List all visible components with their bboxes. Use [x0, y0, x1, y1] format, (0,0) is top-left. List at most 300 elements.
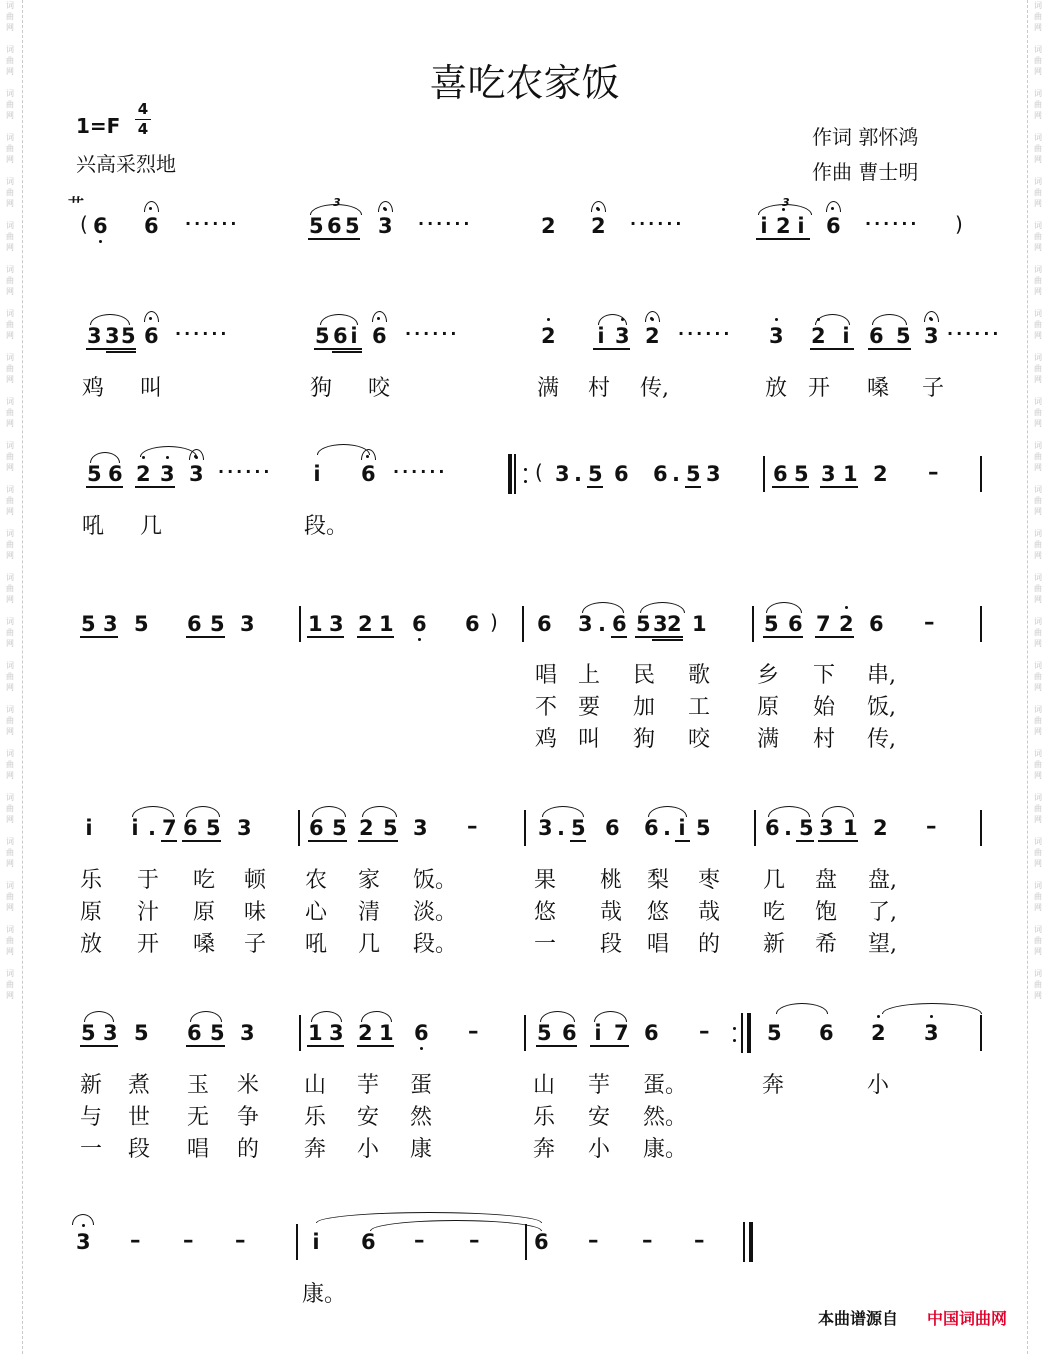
note: i [678, 816, 686, 840]
note: 3 [189, 462, 204, 486]
lyric-char: 小 [357, 1137, 380, 1162]
octave-dot-low [420, 1047, 423, 1050]
extend-dash: – [926, 814, 937, 838]
lyric-char: 嗓 [193, 932, 216, 957]
octave-dot-high [845, 606, 848, 609]
lyric-char: 芋 [588, 1073, 611, 1098]
note: 5 [315, 324, 330, 348]
note: 6 [537, 612, 552, 636]
note: 6 [414, 1021, 429, 1045]
lyric-char: 奔 [533, 1137, 556, 1162]
note: 3 [237, 816, 252, 840]
left-watermark: 词 曲 网 词 曲 网 词 曲 网 词 曲 网 词 曲 网 词 曲 网 词 曲 网 词 曲 网 词 曲 网 词 曲 网 词 曲 网 词 曲 网 词 曲 网 词 曲 网 词 曲 网 词 曲 网 词 曲 网 词 曲 网 词 曲 网 词 曲 网 词 曲 网 词 曲 网 词 曲 网 [6, 1, 14, 1000]
lyric-char: 几 [763, 868, 786, 893]
hold-dots: ······ [175, 324, 230, 343]
note: . [148, 816, 156, 840]
lyric-char: 吼 [305, 932, 328, 957]
lyric-char: 歌 [688, 663, 711, 688]
lyric-char: 段 [128, 1137, 151, 1162]
note: . [663, 816, 671, 840]
lyric-char: 小 [867, 1073, 890, 1098]
note: i [797, 214, 805, 238]
note: i [313, 462, 321, 486]
note: 6 [144, 324, 159, 348]
note: 5 [686, 462, 701, 486]
lyric-char: 原 [80, 900, 103, 925]
song-title: 喜吃农家饭 [429, 61, 620, 105]
slur [132, 806, 174, 817]
composer-credit: 作曲 曹士明 [812, 160, 919, 184]
barline [522, 606, 524, 642]
underline-beam [135, 486, 175, 488]
note: i [594, 1021, 602, 1045]
parenthesis: ) [490, 610, 498, 634]
underline-beam [818, 840, 858, 842]
octave-dot-high [524, 480, 527, 483]
hold-dots: ······ [418, 214, 473, 233]
lyric-char: 枣 [698, 868, 721, 893]
lyric-char: 鸡 [535, 727, 558, 752]
note: 5 [332, 816, 347, 840]
underline-beam [611, 636, 627, 638]
barline [980, 810, 982, 846]
lyric-char: 开 [137, 932, 160, 957]
lyric-char: 顿 [244, 868, 267, 893]
lyric-char: 奔 [304, 1137, 327, 1162]
note: 2 [873, 462, 888, 486]
lyric-char: 子 [244, 932, 267, 957]
note: 3 [555, 462, 570, 486]
note: . [598, 612, 606, 636]
lyric-char: 原 [757, 695, 780, 720]
lyric-char: 乐 [533, 1105, 556, 1130]
octave-dot-high [524, 468, 527, 471]
note: 6 [144, 214, 159, 238]
meter-top: 4 [137, 100, 149, 118]
lyric-char: 希 [815, 932, 838, 957]
underline-beam [772, 486, 809, 488]
underline-beam [86, 348, 136, 350]
hold-dots: ······ [865, 214, 920, 233]
note: 5 [121, 324, 136, 348]
note: 3 [615, 324, 630, 348]
note: 6 [869, 324, 884, 348]
repeat-barline [741, 1013, 755, 1053]
lyric-char: 米 [237, 1073, 260, 1098]
hold-dots: ······ [405, 324, 460, 343]
slur [542, 806, 584, 817]
lyric-char: 蛋 [410, 1073, 433, 1098]
lyric-char: 淡。 [413, 900, 458, 925]
slur [362, 806, 397, 817]
underline-beam [820, 486, 858, 488]
note: 6 [361, 462, 376, 486]
octave-dot-low [418, 638, 421, 641]
lyric-char: 始 [813, 695, 836, 720]
underline-beam [590, 1045, 629, 1047]
lyric-char: 村 [813, 727, 836, 752]
lyric-char: 乐 [304, 1105, 327, 1130]
lyric-char: 桃 [600, 868, 623, 893]
time-signature [135, 101, 151, 138]
lyric-char: 加 [633, 695, 656, 720]
lyric-char: 世 [128, 1105, 151, 1130]
lyric-char: 鸡 [82, 376, 105, 401]
lyric-char: 段 [600, 932, 623, 957]
note: 6 [534, 1230, 549, 1254]
underline-beam [815, 636, 854, 638]
lyric-char: 哉 [600, 900, 623, 925]
note: 7 [614, 1021, 629, 1045]
note: 6 [653, 462, 668, 486]
note: 5 [206, 816, 221, 840]
hold-dots: ······ [947, 324, 1002, 343]
note: 3 [329, 612, 344, 636]
lyric-char: 乡 [757, 663, 780, 688]
slur [594, 1011, 627, 1022]
octave-dot-high [733, 1039, 736, 1042]
key-signature: 1=F [76, 114, 121, 138]
lyric-char: 叫 [140, 376, 163, 401]
barline [752, 606, 754, 642]
note: 3 [653, 612, 668, 636]
meter-bottom: 4 [137, 120, 149, 138]
barline [299, 606, 301, 642]
note: 1 [379, 612, 394, 636]
note: 3 [240, 612, 255, 636]
note: 3 [924, 324, 939, 348]
underline-beam [652, 639, 683, 641]
extend-dash: – [588, 1228, 599, 1252]
lyric-char: 满 [757, 727, 780, 752]
lyric-char: 串, [867, 663, 896, 688]
triplet-mark: 3 [333, 196, 341, 209]
slur [90, 314, 130, 325]
note: 3 [378, 214, 393, 238]
hold-dots: ······ [393, 462, 448, 481]
lyric-char: 然 [410, 1105, 433, 1130]
lyric-char: 味 [244, 900, 267, 925]
fermata [644, 309, 660, 323]
slur [640, 602, 685, 613]
barline [524, 1015, 526, 1051]
barline [299, 1015, 301, 1051]
lyric-char: 农 [305, 868, 328, 893]
parenthesis: ( [535, 460, 543, 484]
extend-dash: – [183, 1228, 194, 1252]
note: 3 [103, 1021, 118, 1045]
barline [754, 810, 756, 846]
footer-source: 本曲谱源自 [818, 1309, 899, 1328]
note: 2 [667, 612, 682, 636]
slur [882, 1003, 982, 1014]
lyric-char: 小 [588, 1137, 611, 1162]
underline-beam [810, 348, 854, 350]
lyric-char: 段。 [304, 514, 349, 539]
note: . [557, 816, 565, 840]
note: 6 [93, 214, 108, 238]
lyric-char: 原 [193, 900, 216, 925]
note: 1 [308, 612, 323, 636]
note: 2 [541, 214, 556, 238]
note: 3 [821, 462, 836, 486]
note: 3 [87, 324, 102, 348]
note: 6 [773, 462, 788, 486]
lyric-char: 盘, [868, 868, 897, 893]
underline-beam [358, 840, 398, 842]
note: 5 [134, 1021, 149, 1045]
lyric-char: 然。 [643, 1105, 688, 1130]
lyric-char: 安 [588, 1105, 611, 1130]
note: 2 [645, 324, 660, 348]
slur [317, 444, 370, 455]
left-cut-line [22, 0, 23, 1354]
note: 6 [309, 816, 324, 840]
repeat-barline [508, 454, 522, 494]
underline-beam [685, 486, 701, 488]
slur [815, 314, 850, 325]
lyric-char: 嗓 [867, 376, 890, 401]
fermata [143, 309, 159, 323]
lyric-char: 新 [80, 1073, 103, 1098]
note: 1 [843, 462, 858, 486]
lyric-char: 悠 [534, 900, 557, 925]
note: i [350, 324, 358, 348]
note: 6 [562, 1021, 577, 1045]
note: 5 [537, 1021, 552, 1045]
hold-dots: ······ [218, 462, 273, 481]
lyric-char: 饱 [815, 900, 838, 925]
note: 6 [605, 816, 620, 840]
fermata [143, 199, 159, 213]
note: i [597, 324, 605, 348]
fermata [188, 447, 204, 461]
octave-dot-high [877, 1015, 880, 1018]
lyric-char: 清 [358, 900, 381, 925]
lyric-char: 饭。 [413, 868, 458, 893]
note: 6 [187, 1021, 202, 1045]
hold-dots: ······ [630, 214, 685, 233]
note: 5 [87, 462, 102, 486]
note: 3 [240, 1021, 255, 1045]
note: 6 [819, 1021, 834, 1045]
underline-beam [161, 840, 177, 842]
lyric-char: 满 [537, 376, 560, 401]
note: 3 [103, 612, 118, 636]
note: . [574, 462, 582, 486]
note: 5 [134, 612, 149, 636]
underline-beam [763, 636, 803, 638]
note: 5 [210, 1021, 225, 1045]
right-cut-line [1027, 0, 1028, 1354]
note: 6 [333, 324, 348, 348]
lyric-char: 几 [358, 932, 381, 957]
note: 2 [136, 462, 151, 486]
octave-dot-high [733, 1027, 736, 1030]
note: 6 [826, 214, 841, 238]
parenthesis: ) [955, 212, 963, 236]
extend-dash: – [468, 1019, 479, 1043]
lyric-char: 汁 [137, 900, 160, 925]
note: 5 [571, 816, 586, 840]
slur [84, 1011, 114, 1022]
underline-beam [675, 840, 690, 842]
note: 2 [358, 612, 373, 636]
slur [72, 1214, 94, 1225]
fermata [923, 309, 939, 323]
underline-beam [868, 348, 911, 350]
lyric-char: 放 [765, 376, 788, 401]
note: 2 [591, 214, 606, 238]
note: 2 [811, 324, 826, 348]
extend-dash: – [414, 1228, 425, 1252]
barline [298, 810, 300, 846]
final-barline [743, 1222, 757, 1262]
lyric-char: 望, [868, 932, 897, 957]
extend-dash: – [235, 1228, 246, 1252]
right-watermark: 词 曲 网 词 曲 网 词 曲 网 词 曲 网 词 曲 网 词 曲 网 词 曲 网 词 曲 网 词 曲 网 词 曲 网 词 曲 网 词 曲 网 词 曲 网 词 曲 网 词 曲 网 词 曲 网 词 曲 网 词 曲 网 词 曲 网 词 曲 网 词 曲 网 词 曲 网 词 曲 网 [1034, 1, 1042, 1000]
fermata [825, 199, 841, 213]
note: 5 [764, 612, 779, 636]
slur [822, 806, 854, 817]
barline [980, 456, 982, 492]
slur [540, 1011, 575, 1022]
lyric-char: 上 [578, 663, 601, 688]
extend-dash: – [924, 610, 935, 634]
note: 2 [541, 324, 556, 348]
underline-beam [186, 636, 225, 638]
lyric-char: 工 [688, 695, 711, 720]
lyric-char: 要 [578, 695, 601, 720]
lyric-char: 哉 [698, 900, 721, 925]
note: 3 [76, 1230, 91, 1254]
note: 6 [788, 612, 803, 636]
lyric-char: 的 [698, 932, 721, 957]
lyric-char: 康 [410, 1137, 433, 1162]
octave-dot-low [99, 240, 102, 243]
lyric-char: 开 [808, 376, 831, 401]
lyric-char: 芋 [357, 1073, 380, 1098]
note: i [85, 816, 93, 840]
note: 2 [359, 816, 374, 840]
lyric-char: 段。 [413, 932, 458, 957]
lyric-char: 盘 [815, 868, 838, 893]
note: 3 [413, 816, 428, 840]
slur [190, 1011, 222, 1022]
slur [648, 806, 687, 817]
underline-beam [182, 840, 221, 842]
underline-beam [536, 1045, 577, 1047]
extend-dash: – [469, 1228, 480, 1252]
underline-beam [587, 486, 603, 488]
lyric-char: 咬 [688, 727, 711, 752]
note: 2 [358, 1021, 373, 1045]
underline-beam [570, 840, 586, 842]
lyric-char: 狗 [310, 376, 333, 401]
note: 5 [896, 324, 911, 348]
lyric-char: 山 [533, 1073, 556, 1098]
note: 7 [816, 612, 831, 636]
note: 5 [210, 612, 225, 636]
lyric-char: 无 [187, 1105, 210, 1130]
lyric-char: 子 [922, 376, 945, 401]
underline-beam [80, 1045, 118, 1047]
lyric-char: 叫 [578, 727, 601, 752]
parenthesis: ( [80, 212, 88, 236]
lyric-char: 与 [80, 1105, 103, 1130]
slur [311, 1011, 342, 1022]
slur [186, 806, 220, 817]
slur [582, 602, 624, 613]
note: 3 [769, 324, 784, 348]
note: 2 [871, 1021, 886, 1045]
lyric-char: 安 [357, 1105, 380, 1130]
note: 6 [465, 612, 480, 636]
lyric-char: 放 [80, 932, 103, 957]
underline-beam [357, 1045, 394, 1047]
note: 5 [767, 1021, 782, 1045]
lyric-char: 于 [137, 868, 160, 893]
extend-dash: – [130, 1228, 141, 1252]
note: 5 [383, 816, 398, 840]
underline-beam [756, 238, 810, 240]
footer-site-name: 中国词曲网 [927, 1309, 1008, 1328]
lyric-char: 唱 [187, 1137, 210, 1162]
note: 7 [162, 816, 177, 840]
lyric-char: 争 [237, 1105, 260, 1130]
fermata [371, 309, 387, 323]
barline [524, 810, 526, 846]
lyric-char: 奔 [762, 1073, 785, 1098]
lyric-char: 传, [640, 376, 669, 401]
note: 3 [706, 462, 721, 486]
underline-beam [796, 840, 814, 842]
note: 5 [696, 816, 711, 840]
note: 6 [644, 1021, 659, 1045]
note: 6 [614, 462, 629, 486]
note: 6 [361, 1230, 376, 1254]
underline-beam [80, 636, 118, 638]
barline [980, 606, 982, 642]
underline-beam [332, 351, 362, 353]
slur [776, 1003, 828, 1014]
lyric-char: 咬 [368, 376, 391, 401]
slur [872, 314, 907, 325]
lyric-char: 民 [633, 663, 656, 688]
note: i [312, 1230, 320, 1254]
slur [90, 452, 120, 463]
octave-dot-high [547, 318, 550, 321]
lyric-char: 果 [534, 868, 557, 893]
underline-beam [186, 1045, 225, 1047]
lyric-char: 一 [534, 932, 557, 957]
note: 6 [612, 612, 627, 636]
lyric-char: 心 [305, 900, 328, 925]
note: 2 [776, 214, 791, 238]
note: 6 [644, 816, 659, 840]
note: i [842, 324, 850, 348]
note: i [760, 214, 768, 238]
breath-sign: 艹 [68, 195, 85, 214]
note: 5 [345, 214, 360, 238]
lyric-char: 几 [140, 514, 163, 539]
note: 6 [327, 214, 342, 238]
note: 5 [81, 1021, 96, 1045]
underline-beam [593, 348, 630, 350]
barline [763, 456, 765, 492]
lyric-char: 下 [813, 663, 836, 688]
lyric-char: 的 [237, 1137, 260, 1162]
